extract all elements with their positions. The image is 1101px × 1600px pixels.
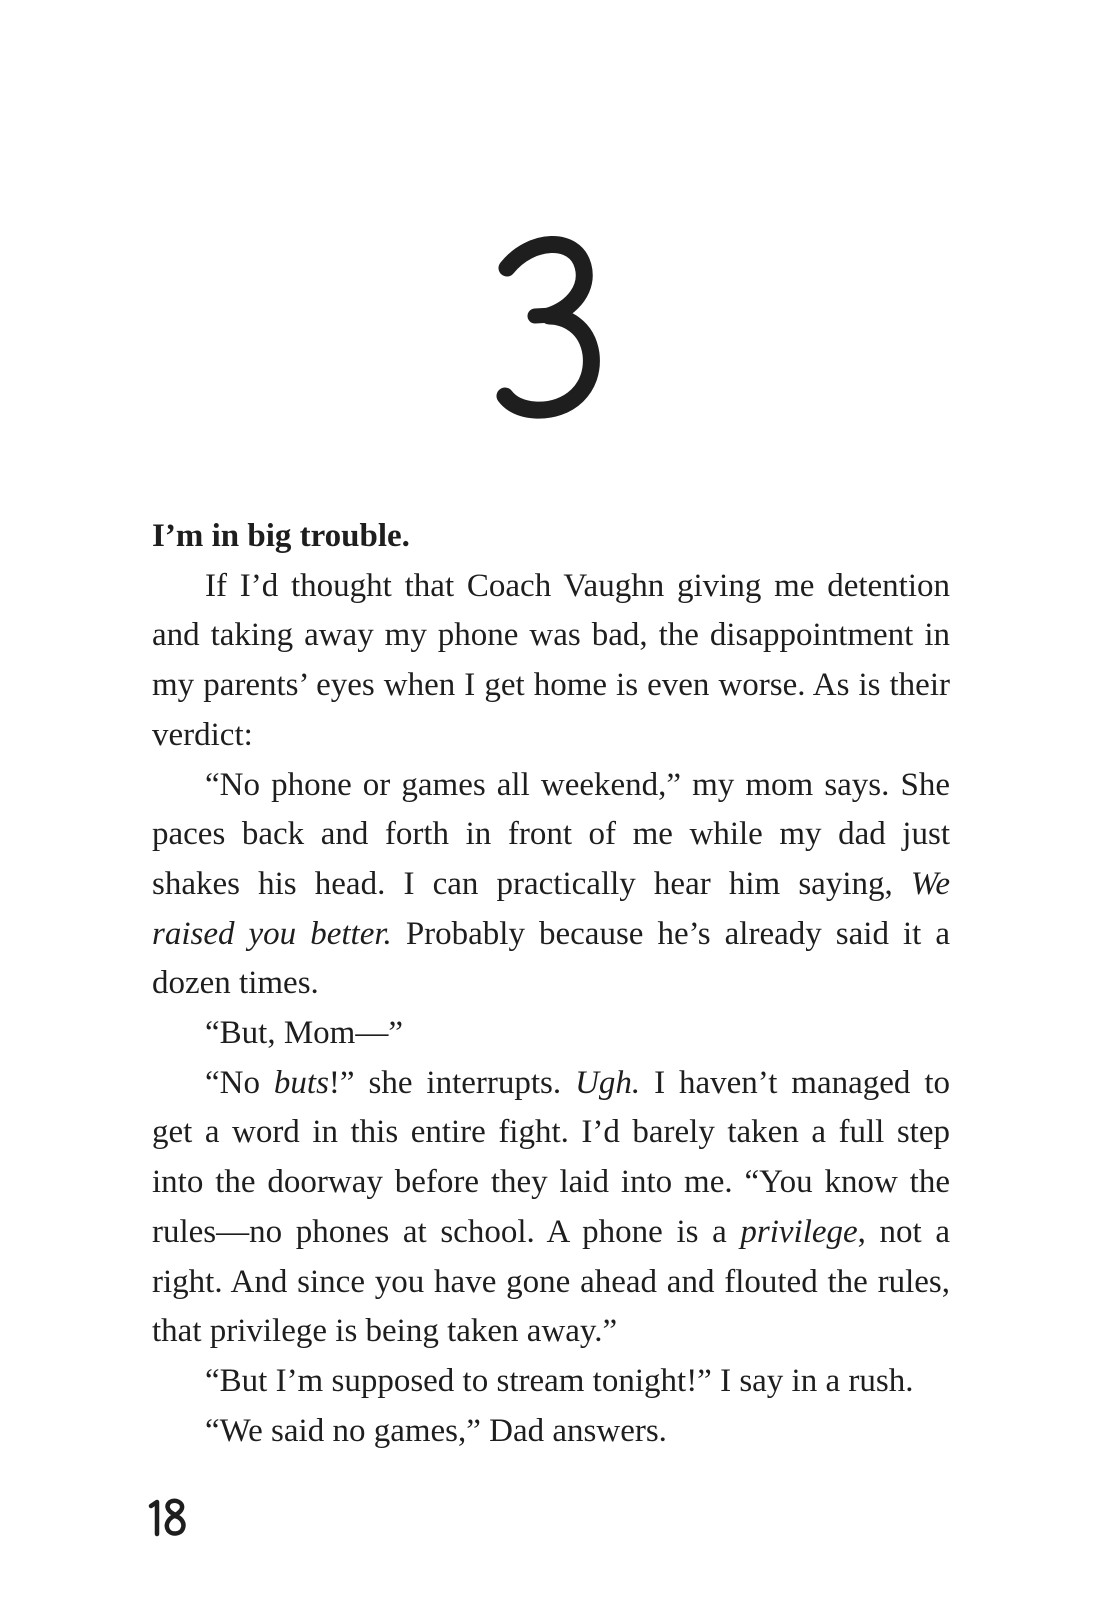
opening-line: I’m in big trouble.: [152, 518, 410, 554]
paragraph: If I’d thought that Coach Vaughn giving me detention and taking away my phone was bad, the disappointment in my parents’ eyes when I get home is even worse. As is their verdict:: [152, 567, 950, 753]
paragraph-text: “No: [205, 1064, 274, 1101]
paragraph-text: , not a right. And since you have gone ahead and flouted the rules, that privilege is being taken away.”: [152, 1213, 950, 1350]
italic-text: buts: [273, 1064, 329, 1101]
paragraph: “But I’m supposed to stream tonight!” I say in a rush.: [205, 1362, 914, 1399]
page-number-glyph: [148, 1497, 188, 1537]
paragraph-text: !” she interrupts.: [328, 1064, 576, 1101]
italic-text: We raised you better.: [152, 865, 950, 952]
chapter-number-glyph: [491, 230, 611, 430]
body-text: [152, 512, 950, 1456]
paragraph-text: “No phone or games all weekend,” my mom says. She paces back and forth in front of me while my dad just shakes his head. I can practically hear him saying,: [152, 766, 950, 902]
paragraph-text: I haven’t managed to get a word in this entire fight. I’d barely taken a full step into the doorway before they laid into me. “You know the rules—no phones at school. A phone is a: [152, 1064, 950, 1250]
page-number: [148, 1497, 188, 1537]
paragraph: [152, 761, 950, 1010]
paragraph: “But, Mom—”: [205, 1015, 403, 1052]
paragraph: [152, 1059, 950, 1357]
italic-text: privilege: [740, 1213, 858, 1250]
italic-text: Ugh.: [575, 1064, 641, 1101]
chapter-number: [0, 230, 1101, 450]
paragraph-text: Probably because he’s already said it a dozen times.: [152, 915, 950, 1002]
paragraph: “We said no games,” Dad answers.: [205, 1412, 667, 1449]
